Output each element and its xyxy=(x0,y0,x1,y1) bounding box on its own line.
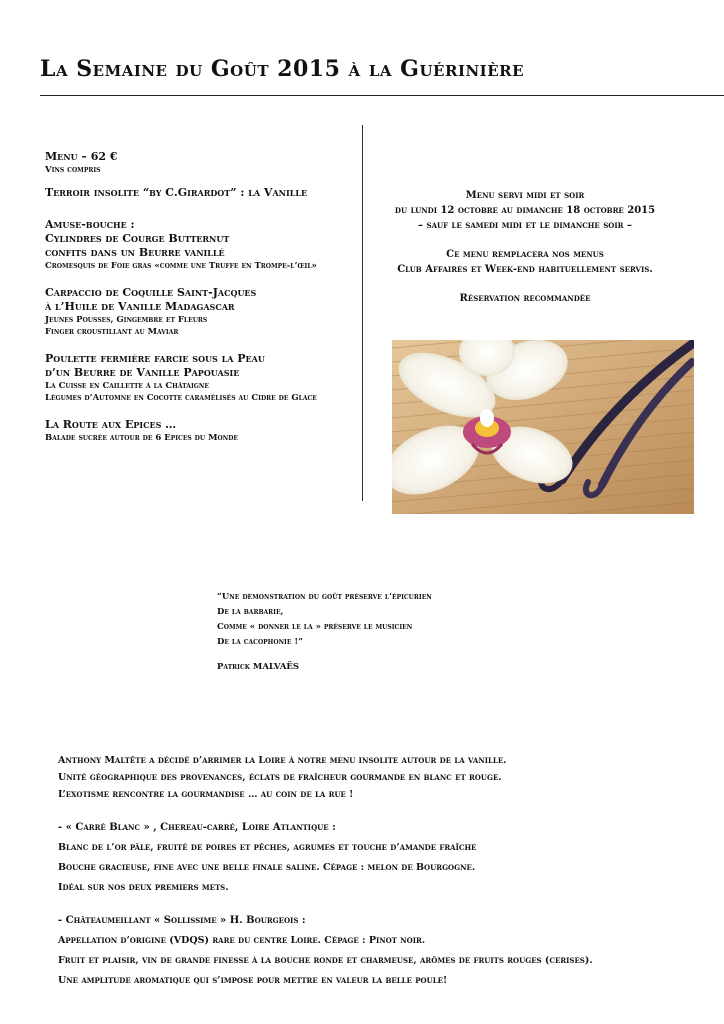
quote-line: De la cacophonie !” xyxy=(217,637,304,647)
menu-price: Menu – 62 € xyxy=(45,150,118,163)
service-dates: du lundi 12 octobre au dimanche 18 octobre 2015 xyxy=(394,205,656,216)
serving-times: Menu servi midi et soir xyxy=(465,190,585,201)
course-carpaccio xyxy=(45,286,355,338)
service-exception: – sauf le samedi midi et le dimanche soir – xyxy=(418,220,632,231)
course-detail: Légumes d’Automne en Cocotte caramélisés au Cidre de Glace xyxy=(45,393,317,403)
quote-line: Comme « donner le la » préserve le musicien xyxy=(217,622,413,632)
course-line: d’un Beurre de Vanille Papouasie xyxy=(45,366,240,379)
wine-line: Une amplitude aromatique qui s’impose pour mettre en valeur la belle poule! xyxy=(58,975,448,986)
replacement-note-2: Club Affaires et Week-end habituellement servis. xyxy=(397,264,653,275)
wine-line: Bouche gracieuse, fine avec une belle finale saline. Cépage : melon de Bourgogne. xyxy=(58,862,476,873)
course-detail: Cromesquis de Foie gras «comme une Truffe en Trompe-l’œil» xyxy=(45,261,317,271)
course-detail: Balade sucrée autour de 6 Epices du Monde xyxy=(45,433,238,443)
orchid-vanilla-photo xyxy=(392,340,694,514)
course-dessert xyxy=(45,418,355,444)
wines-included: Vins compris xyxy=(45,165,101,175)
course-line: à l’Huile de Vanille Madagascar xyxy=(45,300,235,313)
course-amuse-bouche xyxy=(45,218,355,272)
course-line: confits dans un Beurre vanillé xyxy=(45,246,225,259)
course-title: La Route aux Epices … xyxy=(45,418,177,431)
course-poulette xyxy=(45,352,355,404)
course-detail: La Cuisse en Caillette à la Châtaigne xyxy=(45,381,209,391)
intro-line: L’exotisme rencontre la gourmandise … au coin de la rue ! xyxy=(58,789,354,800)
title-divider xyxy=(40,95,724,96)
wine-notes xyxy=(58,752,698,1005)
wine-line: Blanc de l’or pâle, fruité de poires et pêches, agrumes et touche d’amande fraîche xyxy=(58,842,477,853)
course-title: Poulette fermière farcie sous la Peau xyxy=(45,352,265,365)
course-detail: Finger croustillant au Maviar xyxy=(45,327,179,337)
quote-block xyxy=(217,590,517,675)
wine-line: Idéal sur nos deux premiers mets. xyxy=(58,882,229,893)
quote-line: “Une démonstration du goût préserve l’épicurien xyxy=(217,592,432,602)
menu-theme: Terroir insolite “by C.Girardot” : la Vanille xyxy=(45,186,308,199)
course-detail: Jeunes Pousses, Gingembre et Fleurs xyxy=(45,315,208,325)
reservation-note: Réservation recommandée xyxy=(459,293,591,304)
wine-title: - « Carré Blanc » , Chereau-carré, Loire Atlantique : xyxy=(58,822,336,833)
service-info xyxy=(375,188,675,306)
wine-line: Appellation d’origine (VDQS) rare du centre Loire. Cépage : Pinot noir. xyxy=(58,935,426,946)
menu-column xyxy=(45,150,355,458)
column-divider xyxy=(362,125,363,501)
wine-title: - Châteaumeillant « Sollissime » H. Bourgeois : xyxy=(58,915,306,926)
course-title: Amuse-bouche : xyxy=(45,218,135,231)
course-title: Carpaccio de Coquille Saint-Jacques xyxy=(45,286,257,299)
intro-line: Anthony Maltête a décidé d’arrimer la Loire à notre menu insolite autour de la vanille. xyxy=(58,755,507,766)
course-line: Cylindres de Courge Butternut xyxy=(45,232,230,245)
wine-carre-blanc xyxy=(58,819,698,896)
replacement-note: Ce menu remplacera nos menus xyxy=(446,249,604,260)
quote-line: De la barbarie, xyxy=(217,607,284,617)
intro-line: Unité géographique des provenances, éclats de fraîcheur gourmande en blanc et rouge. xyxy=(58,772,502,783)
wine-intro xyxy=(58,752,698,803)
page-title: La Semaine du Goût 2015 à la Guérinière xyxy=(40,56,525,82)
wine-chateaumeillant xyxy=(58,912,698,989)
wine-line: Fruit et plaisir, vin de grande finesse à la bouche ronde et charmeuse, arômes de fruits rouges (cerises). xyxy=(58,955,593,966)
quote-author: Patrick MALVAËS xyxy=(217,662,300,672)
